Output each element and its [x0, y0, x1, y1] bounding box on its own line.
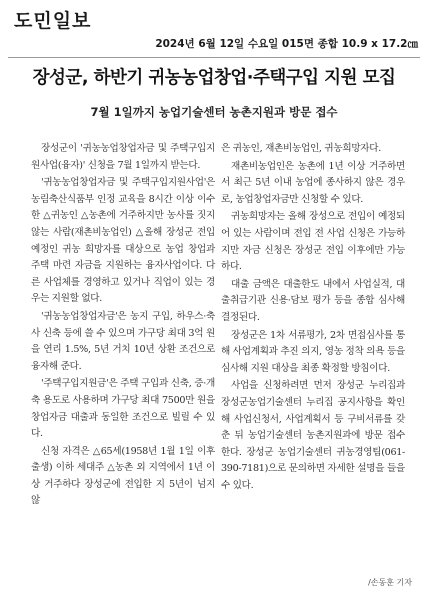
paragraph: '귀농농업창업자금'은 농지 구입, 하우스·축사 신축 등에 쓸 수 있으며 가구당 최대 3억 원을 연리 1.5%, 5년 거치 10년 상환 조건으로 융자해 준다.	[31, 310, 215, 372]
paragraph: '귀농농업창업자금 및 주택구입지원사업'은 농림축산식품부 인정 교육을 8시간 이상 이수한 △귀농인 △농촌에 거주하지만 농사를 짓지 않는 사람(재촌비농업인) △올해 장성군 전입 예정인 귀농 희망자를 대상으로 농업 창업과 주택 마련 자금을 지원하는 융자사업이다. 다른 사업체를 경영하고 있거나 직업이 있는 경우는 지원할 없다.	[31, 177, 215, 305]
paragraph: 장성군은 1차 서류평가, 2차 면접심사를 통해 사업계획과 추진 의지, 영농 정착 의욕 등을 심사해 지원 대상을 최종 확정할 방침이다.	[221, 329, 405, 374]
issue-info: 2024년 6월 12일 수요일 015면 종합 10.9 x 17.2㎝	[155, 38, 418, 50]
masthead	[8, 6, 420, 60]
paragraph: '주택구입지원금'은 주택 구입과 신축, 증·개축 용도로 사용하며 가구당 최대 7500만 원을 창업자금 대출과 동일한 조건으로 빌릴 수 있다.	[31, 378, 215, 440]
byline: /손동훈 기자	[368, 578, 412, 587]
article-column-right	[221, 141, 405, 495]
article-headline: 장성군, 하반기 귀농농업창업·주택구입 지원 모집	[32, 68, 396, 88]
paragraph: 대출 금액은 대출한도 내에서 사업실적, 대출취급기관 신용·담보 평가 등을 종합 심사해 결정된다.	[221, 278, 405, 323]
article-column-left	[31, 141, 215, 511]
paragraph: 신청 자격은 △65세(1958년 1월 1일 이후 출생) 이하 세대주 △농촌 외 지역에서 1년 이상 거주하다 장성군에 전입한 지 5년이 넘지 않	[31, 445, 215, 507]
publication-name: 도민일보	[14, 10, 92, 32]
header-divider	[8, 57, 420, 58]
article-subheadline: 7월 1일까지 농업기술센터 농촌지원과 방문 접수	[90, 105, 338, 119]
paragraph: 재촌비농업인은 농촌에 1년 이상 거주하면서 최근 5년 이내 농업에 종사하지 않은 경우로, 농업창업자금만 신청할 수 있다.	[221, 160, 405, 205]
paragraph: 장성군이 '귀농농업창업자금 및 주택구입지원사업(융자)' 신청을 7월 1일까지 받는다.	[31, 143, 215, 171]
paragraph: 은 귀농인, 재촌비농업인, 귀농희망자다.	[221, 143, 381, 154]
paragraph: 사업을 신청하려면 먼저 장성군 누리집과 장성군농업기술센터 누리집 공지사항을 확인해 사업신청서, 사업계획서 등 구비서류를 갖춘 뒤 농업기술센터 농촌지원과에 방문 접수한다. 장성군 농업기술센터 귀농경영팀(061-390-7181)으로 문의하면 자세한 설명을 들을 수 있다.	[221, 380, 405, 491]
paragraph: 귀농희망자는 올해 장성으로 전입이 예정되어 있는 사람이며 전입 전 사업 신청은 가능하지만 자금 신청은 장성군 전입 이후에만 가능하다.	[221, 211, 405, 273]
